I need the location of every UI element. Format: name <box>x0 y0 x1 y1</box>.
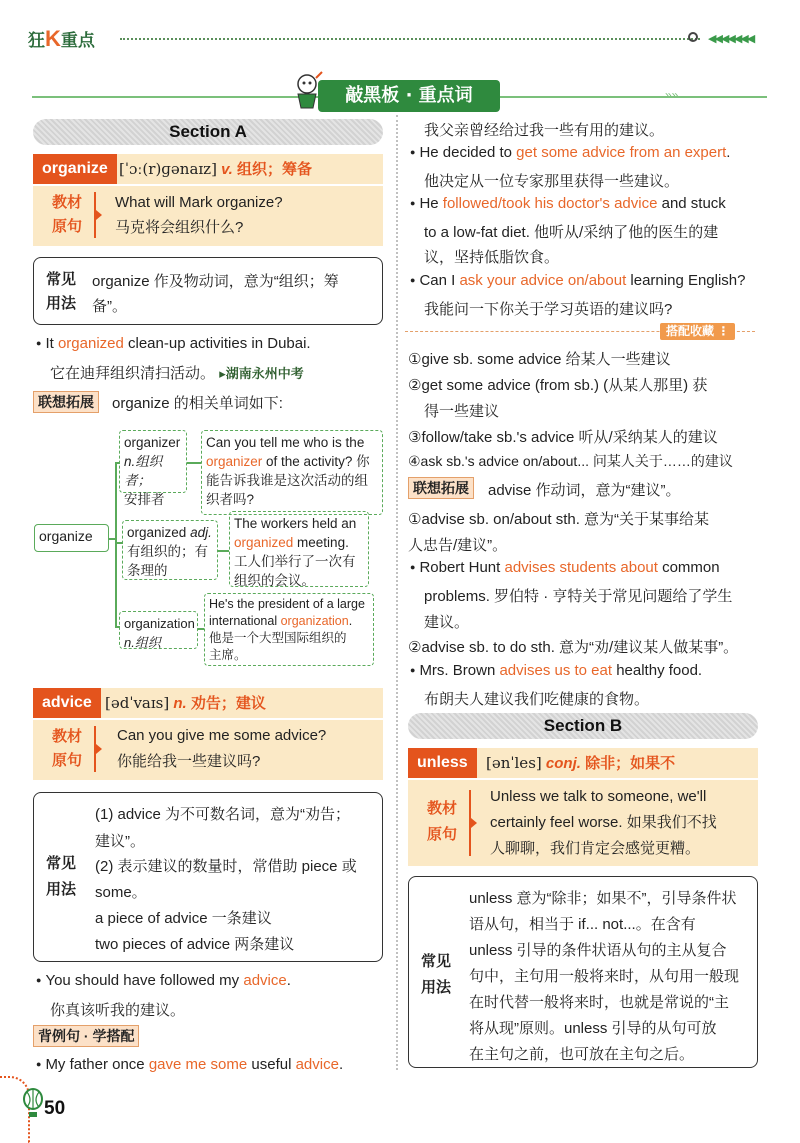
example-translation: 它在迪拜组织清扫活动。 ▸湖南永州中考 <box>50 365 304 382</box>
column-divider <box>396 115 398 1070</box>
example-sentence: ● Mrs. Brown advises us to eat healthy food. <box>410 662 702 679</box>
double-chevron-icon: »» <box>665 88 679 102</box>
collocation-collect-tag: 搭配收藏 ⋮ <box>660 323 735 340</box>
word-tag: organize <box>33 154 117 184</box>
word-map-organized: organized adj. 有组织的；有 条理的 <box>122 520 218 580</box>
pointer-icon <box>96 210 102 220</box>
extension-tag: 联想拓展 <box>33 391 99 413</box>
example-sentence: ● Robert Hunt advises students about common <box>410 559 720 576</box>
circle-icon <box>688 32 698 42</box>
section-a-heading: Section A <box>33 119 383 145</box>
word-map-root: organize <box>34 524 109 552</box>
usage-box-unless: 常见 用法 unless 意为“除非；如果不”，引导条件状 语从句，相当于 if... not...。在含有 unless 引导的条件状语从句的主从复合 句中，主句用一般将来时，从句用一般现 在时代替一般将来时，也就是常说的“主 将从现”原则。unless 引导的从句可放 在主句之前，也可放在主句之后。 <box>408 876 758 1068</box>
example-sentence: ● Can I ask your advice on/about learning English? <box>410 272 746 289</box>
word-header-unless: unless [ənˈles] conj. 除非；如果不 <box>408 748 758 778</box>
pointer-icon <box>96 744 102 754</box>
word-header-organize <box>33 154 383 184</box>
balloon-icon <box>22 1088 44 1118</box>
example-sentence: ● He decided to get some advice from an expert. <box>410 144 730 161</box>
word-tag: unless <box>408 748 477 778</box>
usage-box-advice: 常见 用法 (1) advice 为不可数名词，意为“劝告； 建议”。 (2) 表示建议的数量时，常借助 piece 或 some。 a piece of advice 一条建议 two pieces of advice 两条建议 <box>33 792 383 962</box>
pointer-icon <box>471 818 477 828</box>
example-sentence: ● It organized clean-up activities in Dubai. <box>36 335 311 352</box>
arrows-icon: ◀◀◀◀◀◀◀ <box>708 33 754 45</box>
header-divider <box>120 38 700 40</box>
textbook-sentence-box: 教材 原句 What will Mark organize? 马克将会组织什么? <box>33 186 383 246</box>
textbook-sentence-box: 教材 原句 Unless we talk to someone, we'll certainly feel worse. 如果我们不找 人聊聊，我们肯定会感觉更糟。 <box>408 780 758 866</box>
textbook-sentence-box: 教材 原句 Can you give me some advice? 你能给我一些建议吗? <box>33 720 383 780</box>
collocation-tag: 背例句 · 学搭配 <box>33 1025 139 1047</box>
word-map-organized-example: The workers held an organized meeting. 工人们举行了一次有 组织的会议。 <box>229 511 369 587</box>
pronunciation: [ˈɔː(r)ɡənaɪz] <box>119 160 217 178</box>
example-sentence: ● My father once gave me some useful advice. <box>36 1056 343 1073</box>
example-sentence: ● He followed/took his doctor's advice and stuck <box>410 195 726 212</box>
usage-box-organize: 常见 用法 organize 作及物动词，意为“组织；筹 备”。 <box>33 257 383 325</box>
word-map-organization-example: He's the president of a large international organization. 他是一个大型国际组织的 主席。 <box>204 593 374 666</box>
part-of-speech: v. <box>221 161 233 178</box>
meaning: 组织；筹备 <box>236 161 312 178</box>
section-b-heading: Section B <box>408 713 758 739</box>
word-tag: advice <box>33 688 101 718</box>
extension-tag: 联想拓展 <box>408 477 474 499</box>
word-map-organizer-example: Can you tell me who is the organizer of the activity? 你 能告诉我谁是这次活动的组 织者吗? <box>201 430 383 515</box>
word-header-advice: advice [ədˈvaɪs] n. 劝告；建议 <box>33 688 383 718</box>
banner-title: 敲黑板 · 重点词 <box>318 80 500 112</box>
page-number: 50 <box>44 1098 66 1119</box>
page-header <box>28 22 773 52</box>
example-sentence: ● You should have followed my advice. <box>36 972 291 989</box>
word-map-organization: organization n.组织 <box>119 611 198 649</box>
word-map-organizer: organizer n.组织者； 安排者 <box>119 430 187 493</box>
brand-logo: 狂K重点 <box>28 26 95 51</box>
